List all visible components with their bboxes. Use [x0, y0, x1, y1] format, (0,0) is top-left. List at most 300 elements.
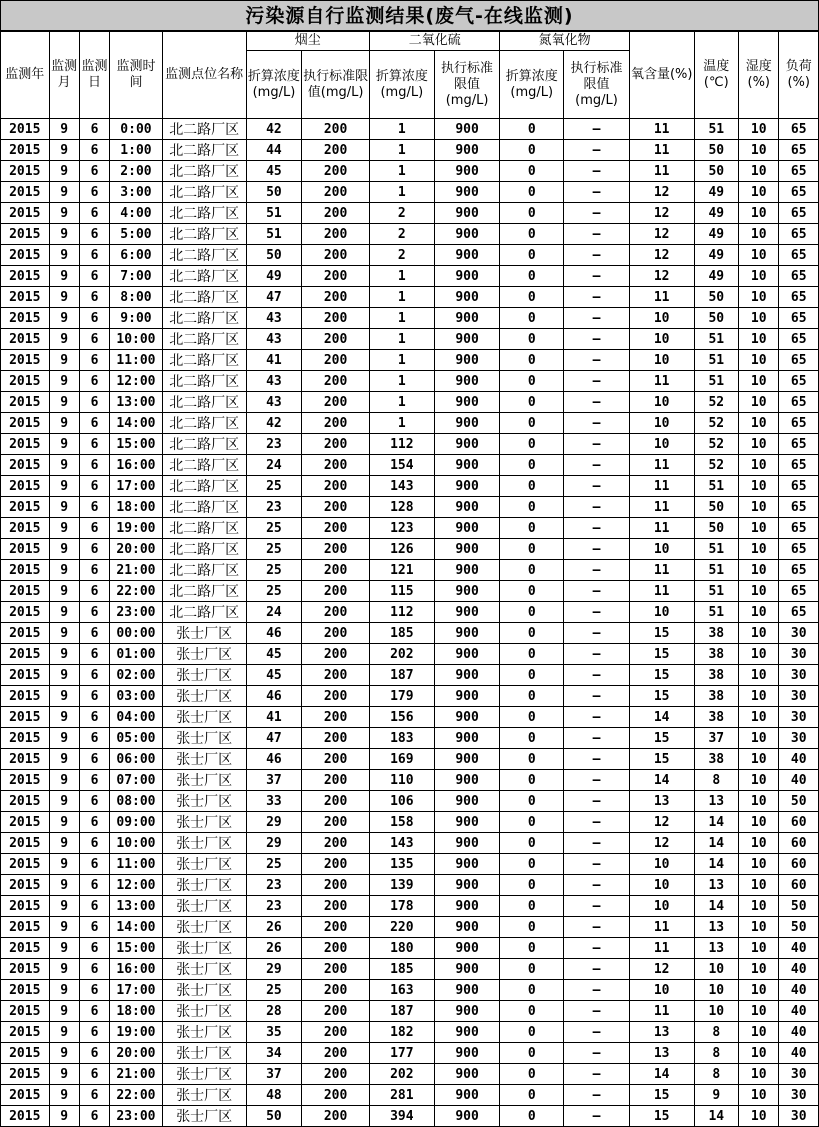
cell-temperature: 49: [694, 182, 738, 203]
cell-so2-conc: 185: [369, 959, 434, 980]
cell-month: 9: [49, 749, 79, 770]
cell-day: 6: [79, 329, 109, 350]
cell-month: 9: [49, 581, 79, 602]
cell-smoke-conc: 25: [246, 581, 302, 602]
cell-oxygen: 11: [629, 161, 694, 182]
cell-smoke-limit: 200: [302, 728, 370, 749]
cell-so2-limit: 900: [434, 1043, 500, 1064]
cell-load: 65: [779, 329, 819, 350]
cell-smoke-conc: 25: [246, 518, 302, 539]
table-row: [1, 518, 819, 539]
cell-day: 6: [79, 497, 109, 518]
cell-temperature: 51: [694, 119, 738, 140]
cell-so2-limit: 900: [434, 455, 500, 476]
cell-nox-conc: 0: [500, 749, 564, 770]
cell-temperature: 51: [694, 560, 738, 581]
cell-oxygen: 10: [629, 896, 694, 917]
cell-smoke-conc: 49: [246, 266, 302, 287]
cell-year: 2015: [1, 1085, 50, 1106]
cell-oxygen: 11: [629, 1001, 694, 1022]
cell-time: 5:00: [110, 224, 163, 245]
cell-year: 2015: [1, 560, 50, 581]
cell-load: 65: [779, 161, 819, 182]
cell-so2-limit: 900: [434, 686, 500, 707]
cell-nox-conc: 0: [500, 518, 564, 539]
cell-so2-limit: 900: [434, 749, 500, 770]
cell-humidity: 10: [739, 329, 779, 350]
cell-so2-conc: 1: [369, 119, 434, 140]
cell-smoke-conc: 46: [246, 749, 302, 770]
cell-so2-conc: 202: [369, 1064, 434, 1085]
cell-humidity: 10: [739, 938, 779, 959]
cell-location: 北二路厂区: [162, 161, 246, 182]
cell-oxygen: 12: [629, 266, 694, 287]
cell-nox-limit: –: [564, 329, 630, 350]
cell-year: 2015: [1, 140, 50, 161]
cell-so2-limit: 900: [434, 140, 500, 161]
cell-load: 65: [779, 203, 819, 224]
cell-oxygen: 11: [629, 371, 694, 392]
cell-temperature: 13: [694, 875, 738, 896]
cell-year: 2015: [1, 833, 50, 854]
cell-year: 2015: [1, 371, 50, 392]
cell-so2-conc: 182: [369, 1022, 434, 1043]
cell-so2-conc: 110: [369, 770, 434, 791]
cell-time: 06:00: [110, 749, 163, 770]
cell-oxygen: 10: [629, 392, 694, 413]
cell-humidity: 10: [739, 791, 779, 812]
cell-time: 16:00: [110, 455, 163, 476]
cell-oxygen: 10: [629, 350, 694, 371]
cell-humidity: 10: [739, 1085, 779, 1106]
cell-year: 2015: [1, 266, 50, 287]
cell-so2-conc: 115: [369, 581, 434, 602]
cell-nox-conc: 0: [500, 140, 564, 161]
cell-load: 65: [779, 434, 819, 455]
cell-oxygen: 14: [629, 770, 694, 791]
cell-nox-conc: 0: [500, 329, 564, 350]
cell-time: 7:00: [110, 266, 163, 287]
cell-smoke-limit: 200: [302, 980, 370, 1001]
cell-location: 北二路厂区: [162, 392, 246, 413]
cell-humidity: 10: [739, 539, 779, 560]
cell-day: 6: [79, 665, 109, 686]
cell-smoke-limit: 200: [302, 476, 370, 497]
cell-load: 65: [779, 371, 819, 392]
cell-time: 10:00: [110, 833, 163, 854]
cell-location: 张士厂区: [162, 1001, 246, 1022]
table-row: [1, 749, 819, 770]
cell-nox-conc: 0: [500, 770, 564, 791]
cell-nox-conc: 0: [500, 497, 564, 518]
cell-month: 9: [49, 602, 79, 623]
cell-so2-conc: 1: [369, 392, 434, 413]
cell-humidity: 10: [739, 518, 779, 539]
cell-month: 9: [49, 833, 79, 854]
cell-load: 30: [779, 686, 819, 707]
cell-nox-limit: –: [564, 812, 630, 833]
cell-so2-limit: 900: [434, 602, 500, 623]
cell-oxygen: 11: [629, 938, 694, 959]
cell-location: 北二路厂区: [162, 560, 246, 581]
cell-so2-limit: 900: [434, 791, 500, 812]
cell-smoke-conc: 45: [246, 665, 302, 686]
cell-so2-conc: 183: [369, 728, 434, 749]
cell-so2-conc: 220: [369, 917, 434, 938]
cell-day: 6: [79, 119, 109, 140]
cell-location: 北二路厂区: [162, 119, 246, 140]
cell-month: 9: [49, 875, 79, 896]
cell-nox-conc: 0: [500, 1001, 564, 1022]
cell-temperature: 8: [694, 770, 738, 791]
cell-load: 60: [779, 875, 819, 896]
cell-oxygen: 15: [629, 644, 694, 665]
cell-nox-conc: 0: [500, 119, 564, 140]
cell-day: 6: [79, 161, 109, 182]
cell-humidity: 10: [739, 749, 779, 770]
cell-nox-limit: –: [564, 203, 630, 224]
cell-time: 19:00: [110, 518, 163, 539]
cell-smoke-limit: 200: [302, 644, 370, 665]
cell-day: 6: [79, 266, 109, 287]
cell-year: 2015: [1, 350, 50, 371]
cell-oxygen: 10: [629, 854, 694, 875]
header-humidity: 湿度(%): [739, 32, 779, 119]
cell-so2-limit: 900: [434, 812, 500, 833]
cell-year: 2015: [1, 581, 50, 602]
cell-humidity: 10: [739, 854, 779, 875]
cell-so2-conc: 112: [369, 602, 434, 623]
cell-day: 6: [79, 1106, 109, 1127]
cell-day: 6: [79, 350, 109, 371]
cell-time: 09:00: [110, 812, 163, 833]
cell-oxygen: 11: [629, 497, 694, 518]
cell-month: 9: [49, 707, 79, 728]
cell-time: 13:00: [110, 896, 163, 917]
cell-time: 00:00: [110, 623, 163, 644]
cell-so2-conc: 187: [369, 665, 434, 686]
cell-smoke-limit: 200: [302, 1085, 370, 1106]
cell-time: 11:00: [110, 854, 163, 875]
cell-month: 9: [49, 371, 79, 392]
cell-load: 65: [779, 392, 819, 413]
cell-smoke-conc: 25: [246, 476, 302, 497]
cell-location: 张士厂区: [162, 1043, 246, 1064]
cell-smoke-limit: 200: [302, 371, 370, 392]
cell-so2-conc: 126: [369, 539, 434, 560]
cell-smoke-conc: 25: [246, 560, 302, 581]
cell-location: 张士厂区: [162, 749, 246, 770]
cell-so2-limit: 900: [434, 728, 500, 749]
cell-month: 9: [49, 728, 79, 749]
cell-time: 23:00: [110, 602, 163, 623]
cell-location: 北二路厂区: [162, 224, 246, 245]
cell-oxygen: 12: [629, 245, 694, 266]
cell-year: 2015: [1, 1106, 50, 1127]
cell-month: 9: [49, 161, 79, 182]
cell-year: 2015: [1, 854, 50, 875]
cell-humidity: 10: [739, 602, 779, 623]
cell-smoke-conc: 47: [246, 287, 302, 308]
table-row: [1, 308, 819, 329]
cell-nox-limit: –: [564, 623, 630, 644]
cell-time: 17:00: [110, 980, 163, 1001]
cell-nox-conc: 0: [500, 224, 564, 245]
cell-so2-conc: 139: [369, 875, 434, 896]
cell-location: 北二路厂区: [162, 539, 246, 560]
cell-year: 2015: [1, 287, 50, 308]
cell-time: 03:00: [110, 686, 163, 707]
cell-day: 6: [79, 581, 109, 602]
cell-so2-limit: 900: [434, 203, 500, 224]
cell-smoke-limit: 200: [302, 623, 370, 644]
cell-time: 3:00: [110, 182, 163, 203]
cell-load: 30: [779, 1064, 819, 1085]
table-row: [1, 875, 819, 896]
cell-time: 15:00: [110, 938, 163, 959]
cell-so2-conc: 1: [369, 308, 434, 329]
table-row: [1, 1022, 819, 1043]
cell-time: 07:00: [110, 770, 163, 791]
cell-smoke-conc: 43: [246, 371, 302, 392]
cell-nox-conc: 0: [500, 875, 564, 896]
cell-time: 13:00: [110, 392, 163, 413]
cell-smoke-limit: 200: [302, 1022, 370, 1043]
cell-nox-limit: –: [564, 245, 630, 266]
cell-smoke-conc: 43: [246, 329, 302, 350]
cell-day: 6: [79, 455, 109, 476]
cell-smoke-limit: 200: [302, 686, 370, 707]
table-row: [1, 938, 819, 959]
cell-location: 北二路厂区: [162, 602, 246, 623]
table-row: [1, 581, 819, 602]
cell-month: 9: [49, 980, 79, 1001]
cell-so2-conc: 128: [369, 497, 434, 518]
cell-time: 1:00: [110, 140, 163, 161]
cell-temperature: 50: [694, 518, 738, 539]
cell-so2-limit: 900: [434, 623, 500, 644]
cell-month: 9: [49, 392, 79, 413]
cell-temperature: 38: [694, 749, 738, 770]
header-location: 监测点位名称: [162, 32, 246, 119]
cell-temperature: 51: [694, 371, 738, 392]
cell-smoke-limit: 200: [302, 329, 370, 350]
cell-oxygen: 11: [629, 476, 694, 497]
cell-location: 张士厂区: [162, 707, 246, 728]
cell-so2-limit: 900: [434, 308, 500, 329]
table-row: [1, 119, 819, 140]
cell-load: 65: [779, 413, 819, 434]
cell-nox-limit: –: [564, 1064, 630, 1085]
cell-humidity: 10: [739, 644, 779, 665]
cell-nox-conc: 0: [500, 581, 564, 602]
cell-month: 9: [49, 308, 79, 329]
cell-month: 9: [49, 413, 79, 434]
cell-so2-conc: 1: [369, 140, 434, 161]
cell-year: 2015: [1, 623, 50, 644]
cell-time: 16:00: [110, 959, 163, 980]
cell-smoke-conc: 23: [246, 896, 302, 917]
cell-humidity: 10: [739, 1106, 779, 1127]
cell-year: 2015: [1, 749, 50, 770]
table-row: [1, 287, 819, 308]
cell-nox-conc: 0: [500, 854, 564, 875]
cell-smoke-conc: 29: [246, 959, 302, 980]
cell-time: 02:00: [110, 665, 163, 686]
cell-temperature: 49: [694, 203, 738, 224]
cell-year: 2015: [1, 644, 50, 665]
cell-month: 9: [49, 518, 79, 539]
cell-temperature: 51: [694, 539, 738, 560]
cell-smoke-conc: 28: [246, 1001, 302, 1022]
cell-smoke-limit: 200: [302, 938, 370, 959]
cell-nox-conc: 0: [500, 371, 564, 392]
cell-month: 9: [49, 497, 79, 518]
table-row: [1, 224, 819, 245]
cell-location: 张士厂区: [162, 686, 246, 707]
cell-nox-limit: –: [564, 1043, 630, 1064]
cell-location: 张士厂区: [162, 875, 246, 896]
cell-humidity: 10: [739, 1001, 779, 1022]
cell-smoke-conc: 24: [246, 602, 302, 623]
cell-load: 50: [779, 917, 819, 938]
cell-time: 18:00: [110, 497, 163, 518]
cell-load: 30: [779, 665, 819, 686]
cell-smoke-limit: 200: [302, 959, 370, 980]
cell-humidity: 10: [739, 245, 779, 266]
cell-time: 10:00: [110, 329, 163, 350]
cell-so2-conc: 185: [369, 623, 434, 644]
cell-oxygen: 11: [629, 581, 694, 602]
table-row: [1, 854, 819, 875]
cell-oxygen: 12: [629, 203, 694, 224]
cell-day: 6: [79, 770, 109, 791]
table-row: [1, 539, 819, 560]
cell-oxygen: 10: [629, 875, 694, 896]
cell-smoke-limit: 200: [302, 161, 370, 182]
table-row: [1, 413, 819, 434]
cell-so2-limit: 900: [434, 959, 500, 980]
cell-month: 9: [49, 1085, 79, 1106]
cell-nox-conc: 0: [500, 980, 564, 1001]
cell-location: 张士厂区: [162, 812, 246, 833]
cell-load: 40: [779, 1043, 819, 1064]
cell-so2-limit: 900: [434, 413, 500, 434]
cell-so2-limit: 900: [434, 1001, 500, 1022]
cell-nox-limit: –: [564, 1001, 630, 1022]
cell-year: 2015: [1, 203, 50, 224]
cell-nox-limit: –: [564, 266, 630, 287]
cell-temperature: 8: [694, 1064, 738, 1085]
cell-day: 6: [79, 203, 109, 224]
cell-load: 65: [779, 497, 819, 518]
table-row: [1, 644, 819, 665]
table-row: [1, 665, 819, 686]
cell-day: 6: [79, 728, 109, 749]
table-row: [1, 1085, 819, 1106]
table-row: [1, 1001, 819, 1022]
cell-month: 9: [49, 644, 79, 665]
cell-year: 2015: [1, 770, 50, 791]
table-row: [1, 392, 819, 413]
cell-load: 30: [779, 623, 819, 644]
cell-nox-conc: 0: [500, 728, 564, 749]
cell-load: 50: [779, 791, 819, 812]
cell-smoke-conc: 46: [246, 623, 302, 644]
cell-temperature: 52: [694, 455, 738, 476]
cell-temperature: 50: [694, 140, 738, 161]
cell-load: 65: [779, 266, 819, 287]
header-smoke: 烟尘: [246, 32, 369, 51]
cell-so2-limit: 900: [434, 854, 500, 875]
cell-oxygen: 12: [629, 182, 694, 203]
cell-temperature: 52: [694, 434, 738, 455]
cell-load: 65: [779, 539, 819, 560]
cell-temperature: 50: [694, 161, 738, 182]
cell-humidity: 10: [739, 371, 779, 392]
cell-humidity: 10: [739, 224, 779, 245]
cell-so2-conc: 169: [369, 749, 434, 770]
cell-location: 北二路厂区: [162, 308, 246, 329]
cell-nox-conc: 0: [500, 245, 564, 266]
cell-day: 6: [79, 896, 109, 917]
cell-humidity: 10: [739, 980, 779, 1001]
cell-location: 北二路厂区: [162, 182, 246, 203]
cell-temperature: 13: [694, 917, 738, 938]
cell-temperature: 49: [694, 224, 738, 245]
cell-temperature: 14: [694, 812, 738, 833]
cell-nox-limit: –: [564, 581, 630, 602]
cell-location: 张士厂区: [162, 854, 246, 875]
cell-nox-limit: –: [564, 749, 630, 770]
cell-nox-limit: –: [564, 140, 630, 161]
cell-so2-conc: 106: [369, 791, 434, 812]
cell-time: 19:00: [110, 1022, 163, 1043]
cell-so2-limit: 900: [434, 497, 500, 518]
cell-time: 22:00: [110, 1085, 163, 1106]
cell-nox-limit: –: [564, 854, 630, 875]
cell-humidity: 10: [739, 266, 779, 287]
cell-time: 9:00: [110, 308, 163, 329]
cell-location: 张士厂区: [162, 1022, 246, 1043]
cell-nox-limit: –: [564, 1085, 630, 1106]
cell-smoke-limit: 200: [302, 539, 370, 560]
cell-nox-limit: –: [564, 182, 630, 203]
cell-nox-conc: 0: [500, 959, 564, 980]
table-row: [1, 329, 819, 350]
cell-humidity: 10: [739, 560, 779, 581]
cell-time: 11:00: [110, 350, 163, 371]
cell-nox-limit: –: [564, 371, 630, 392]
cell-nox-limit: –: [564, 287, 630, 308]
cell-so2-limit: 900: [434, 665, 500, 686]
cell-month: 9: [49, 917, 79, 938]
cell-location: 北二路厂区: [162, 140, 246, 161]
cell-so2-limit: 900: [434, 833, 500, 854]
cell-year: 2015: [1, 602, 50, 623]
table-row: [1, 245, 819, 266]
cell-smoke-conc: 33: [246, 791, 302, 812]
table-row: [1, 917, 819, 938]
cell-so2-limit: 900: [434, 518, 500, 539]
cell-temperature: 51: [694, 581, 738, 602]
cell-year: 2015: [1, 791, 50, 812]
cell-time: 21:00: [110, 1064, 163, 1085]
cell-nox-conc: 0: [500, 455, 564, 476]
cell-smoke-limit: 200: [302, 770, 370, 791]
cell-day: 6: [79, 1022, 109, 1043]
cell-nox-conc: 0: [500, 917, 564, 938]
